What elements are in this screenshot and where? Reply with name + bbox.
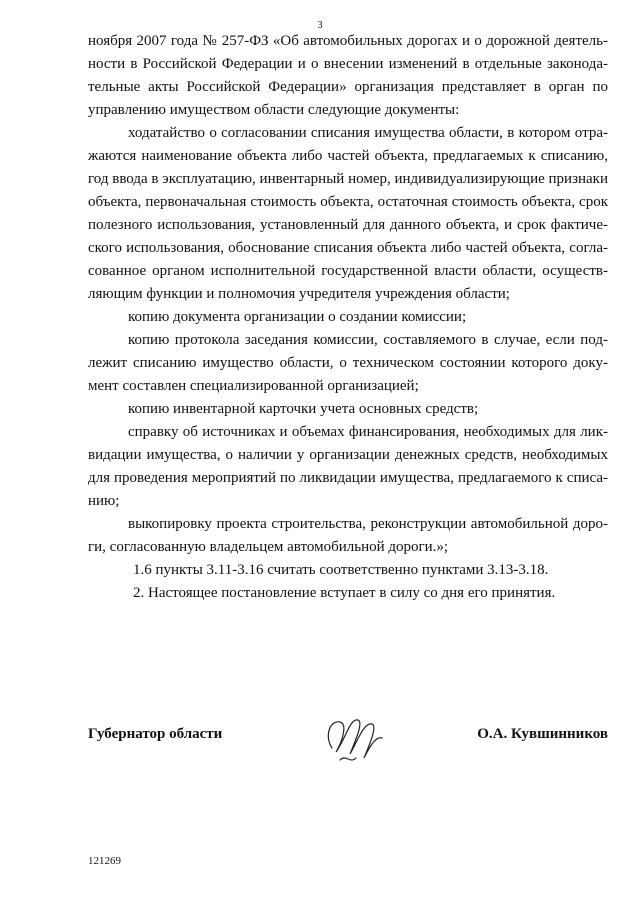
text-line: мент составлен специализированной организацией; — [88, 378, 419, 394]
text-line: сованное органом исполнительной государственной власти области, осуществ- — [88, 263, 608, 279]
text-line: лежит списанию имущество области, о техническом состоянии которого доку- — [88, 355, 608, 371]
text-line: справку об источниках и объемах финансирования, необходимых для лик- — [128, 424, 608, 440]
text-line: копию документа организации о создании комиссии; — [128, 309, 467, 325]
text-line: копию протокола заседания комиссии, составляемого в случае, если под- — [128, 332, 608, 348]
handwritten-signature — [320, 708, 390, 768]
text-line: год ввода в эксплуатацию, инвентарный номер, индивидуализирующие признаки — [88, 171, 608, 187]
text-line: ляющим функции и полномочия учредителя учреждения области; — [88, 286, 510, 302]
text-line: для проведения мероприятий по ликвидации имущества, предлагаемого к списа- — [88, 470, 608, 486]
text-line: управлению имуществом области следующие документы: — [88, 102, 460, 118]
text-line: полезного использования, установленный для данного объекта, и срок фактиче- — [88, 217, 608, 233]
text-line: копию инвентарной карточки учета основных средств; — [128, 401, 479, 417]
signer-title: Губернатор области — [88, 726, 223, 742]
text-line: видации имущества, о наличии у организации денежных средств, необходимых — [88, 447, 608, 463]
document-code: 121269 — [88, 855, 121, 867]
signer-name: О.А. Кувшинников — [477, 726, 608, 742]
text-line: объекта, первоначальная стоимость объекта, остаточная стоимость объекта, срок — [88, 194, 608, 210]
text-line: нию; — [88, 493, 120, 509]
text-line: тельные акты Российской Федерации» организация представляет в орган по — [88, 79, 608, 95]
text-line: жаются наименование объекта либо частей объекта, предлагаемых к списанию, — [88, 148, 608, 164]
text-line: ского использования, обоснование списания объекта либо частей объекта, согла- — [88, 240, 608, 256]
text-line: 2. Настоящее постановление вступает в силу со дня его принятия. — [133, 585, 556, 601]
document-body — [88, 30, 608, 605]
text-line: ноября 2007 года № 257-ФЗ «Об автомобильных дорогах и о дорожной деятель- — [88, 33, 608, 49]
text-line: ги, согласованную владельцем автомобильной дороги.»; — [88, 539, 449, 555]
page-number: 3 — [317, 20, 323, 31]
text-line: 1.6 пункты 3.11-3.16 считать соответственно пунктами 3.13-3.18. — [133, 562, 549, 578]
text-line: ности в Российской Федерации и о внесении изменений в отдельные законода- — [88, 56, 608, 72]
text-line: ходатайство о согласовании списания имущества области, в котором отра- — [128, 125, 608, 141]
text-line: выкопировку проекта строительства, реконструкции автомобильной доро- — [128, 516, 608, 532]
signature-block — [88, 718, 608, 778]
